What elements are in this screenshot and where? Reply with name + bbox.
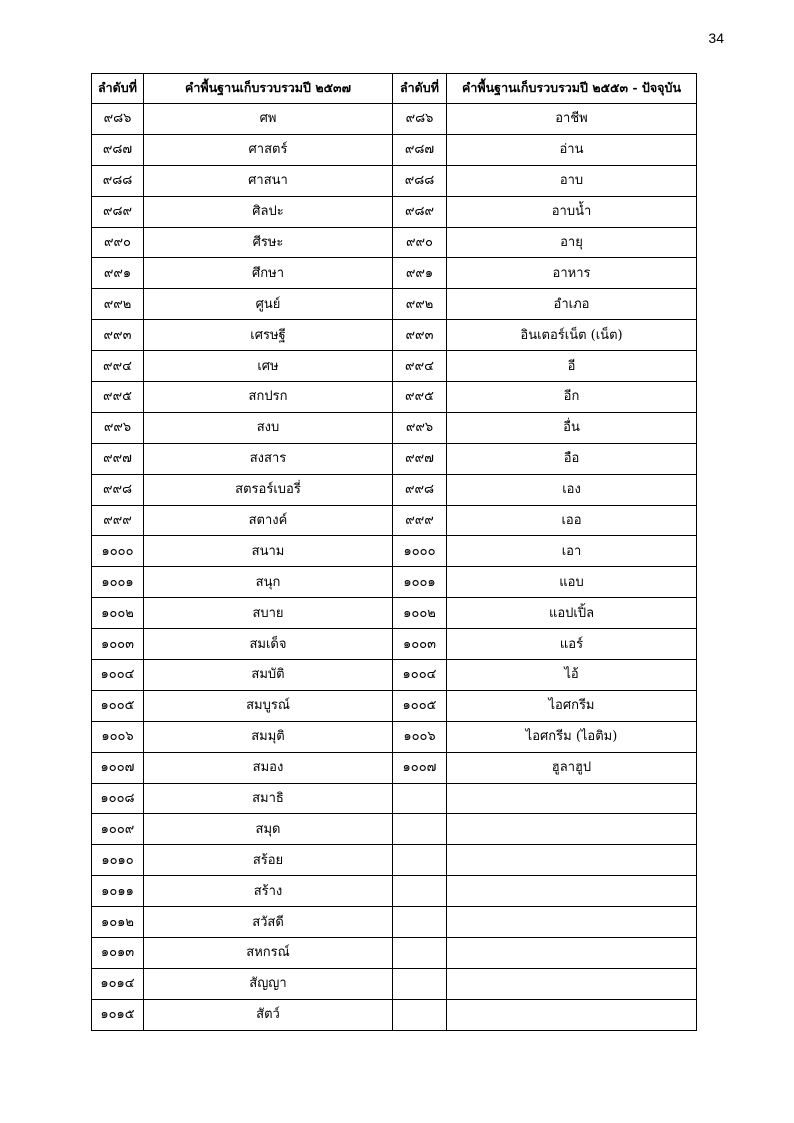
order-2010-cell: ๙๙๘ (393, 474, 447, 505)
header-order-1994: ลำดับที่ (92, 74, 144, 104)
order-2010-cell: ๙๙๑ (393, 258, 447, 289)
word-1994-cell: สบาย (144, 598, 393, 629)
word-1994-cell: สัญญา (144, 968, 393, 999)
word-1994-cell: สนุก (144, 567, 393, 598)
order-1994-cell: ๙๙๓ (92, 320, 144, 351)
word-2010-cell: เออ (447, 505, 697, 536)
order-1994-cell: ๙๘๗ (92, 134, 144, 165)
table-row (92, 690, 697, 721)
word-2010-cell: แอบ (447, 567, 697, 598)
order-1994-cell: ๑๐๐๘ (92, 783, 144, 814)
word-1994-cell: สมาธิ (144, 783, 393, 814)
word-2010-cell: อำเภอ (447, 289, 697, 320)
order-1994-cell: ๙๙๒ (92, 289, 144, 320)
word-1994-cell: ศิลปะ (144, 196, 393, 227)
order-1994-cell: ๙๙๔ (92, 351, 144, 382)
order-2010-cell: ๙๘๗ (393, 134, 447, 165)
order-1994-cell: ๑๐๐๓ (92, 629, 144, 660)
order-2010-cell: ๙๘๙ (393, 196, 447, 227)
order-1994-cell: ๑๐๑๑ (92, 876, 144, 907)
order-2010-cell: ๑๐๐๖ (393, 721, 447, 752)
table-row (92, 536, 697, 567)
table-row (92, 938, 697, 969)
word-1994-cell: ศพ (144, 104, 393, 135)
order-2010-cell (393, 845, 447, 876)
order-1994-cell: ๙๙๘ (92, 474, 144, 505)
order-2010-cell (393, 968, 447, 999)
order-1994-cell: ๑๐๐๑ (92, 567, 144, 598)
word-2010-cell (447, 845, 697, 876)
table-row (92, 876, 697, 907)
word-2010-cell: อี (447, 351, 697, 382)
word-1994-cell: สร้อย (144, 845, 393, 876)
table-row (92, 196, 697, 227)
order-2010-cell (393, 999, 447, 1030)
order-2010-cell: ๑๐๐๕ (393, 690, 447, 721)
word-1994-cell: ศาสตร์ (144, 134, 393, 165)
order-2010-cell: ๙๙๐ (393, 227, 447, 258)
word-1994-cell: สกปรก (144, 382, 393, 413)
table-row (92, 505, 697, 536)
word-2010-cell: อีก (447, 382, 697, 413)
word-2010-cell (447, 876, 697, 907)
word-1994-cell: ศึกษา (144, 258, 393, 289)
table-row (92, 598, 697, 629)
table-row (92, 443, 697, 474)
word-2010-cell: ไอศกรีม (447, 690, 697, 721)
table-body (92, 104, 697, 1031)
order-1994-cell: ๑๐๐๖ (92, 721, 144, 752)
order-1994-cell: ๙๙๗ (92, 443, 144, 474)
word-1994-cell: สมมุติ (144, 721, 393, 752)
order-1994-cell: ๑๐๐๗ (92, 752, 144, 783)
order-1994-cell: ๙๙๑ (92, 258, 144, 289)
order-2010-cell (393, 907, 447, 938)
order-2010-cell: ๑๐๐๔ (393, 660, 447, 691)
order-2010-cell (393, 783, 447, 814)
order-1994-cell: ๙๙๙ (92, 505, 144, 536)
word-2010-cell: ไอศกรีม (ไอติม) (447, 721, 697, 752)
table-row (92, 629, 697, 660)
word-2010-cell (447, 814, 697, 845)
table-row (92, 382, 697, 413)
header-words-1994: คำพื้นฐานเก็บรวบรวมปี ๒๕๓๗ (144, 74, 393, 104)
word-1994-cell: สงสาร (144, 443, 393, 474)
table-row (92, 134, 697, 165)
table-row (92, 412, 697, 443)
word-1994-cell: สงบ (144, 412, 393, 443)
order-2010-cell: ๑๐๐๑ (393, 567, 447, 598)
word-1994-cell: เศรษฐี (144, 320, 393, 351)
word-2010-cell (447, 999, 697, 1030)
order-1994-cell: ๑๐๐๐ (92, 536, 144, 567)
word-1994-cell: สตางค์ (144, 505, 393, 536)
word-2010-cell (447, 907, 697, 938)
word-2010-cell: อาหาร (447, 258, 697, 289)
table-row (92, 289, 697, 320)
word-1994-cell: สวัสดี (144, 907, 393, 938)
word-2010-cell: อ่าน (447, 134, 697, 165)
word-2010-cell: ไอ้ (447, 660, 697, 691)
order-2010-cell: ๙๙๕ (393, 382, 447, 413)
order-2010-cell: ๙๙๗ (393, 443, 447, 474)
word-2010-cell: อื่น (447, 412, 697, 443)
word-2010-cell: เอง (447, 474, 697, 505)
order-2010-cell (393, 938, 447, 969)
word-list-table (91, 73, 697, 1031)
order-1994-cell: ๙๘๙ (92, 196, 144, 227)
order-2010-cell: ๙๙๓ (393, 320, 447, 351)
word-1994-cell: สัตว์ (144, 999, 393, 1030)
table-row (92, 814, 697, 845)
order-2010-cell: ๑๐๐๗ (393, 752, 447, 783)
word-2010-cell: เอา (447, 536, 697, 567)
word-1994-cell: เศษ (144, 351, 393, 382)
word-1994-cell: ศาสนา (144, 165, 393, 196)
word-2010-cell: อาบ (447, 165, 697, 196)
table-row (92, 845, 697, 876)
word-2010-cell: แอร์ (447, 629, 697, 660)
order-1994-cell: ๑๐๑๔ (92, 968, 144, 999)
word-1994-cell: สมุด (144, 814, 393, 845)
word-1994-cell: สมอง (144, 752, 393, 783)
order-2010-cell: ๑๐๐๐ (393, 536, 447, 567)
order-1994-cell: ๑๐๑๓ (92, 938, 144, 969)
word-2010-cell: อายุ (447, 227, 697, 258)
word-2010-cell (447, 938, 697, 969)
table-row (92, 783, 697, 814)
order-2010-cell: ๑๐๐๒ (393, 598, 447, 629)
header-order-2010: ลำดับที่ (393, 74, 447, 104)
table-row (92, 320, 697, 351)
order-1994-cell: ๙๘๘ (92, 165, 144, 196)
table-row (92, 258, 697, 289)
order-2010-cell: ๙๙๖ (393, 412, 447, 443)
word-1994-cell: ศูนย์ (144, 289, 393, 320)
word-1994-cell: สร้าง (144, 876, 393, 907)
word-1994-cell: สมบัติ (144, 660, 393, 691)
order-1994-cell: ๙๙๐ (92, 227, 144, 258)
order-2010-cell: ๙๘๘ (393, 165, 447, 196)
order-2010-cell: ๙๙๒ (393, 289, 447, 320)
header-words-2010: คำพื้นฐานเก็บรวบรวมปี ๒๕๕๓ - ปัจจุบัน (447, 74, 697, 104)
order-1994-cell: ๑๐๐๒ (92, 598, 144, 629)
table-row (92, 999, 697, 1030)
order-1994-cell: ๙๘๖ (92, 104, 144, 135)
word-1994-cell: สตรอร์เบอรี่ (144, 474, 393, 505)
order-1994-cell: ๑๐๑๒ (92, 907, 144, 938)
order-1994-cell: ๑๐๑๕ (92, 999, 144, 1030)
order-1994-cell: ๑๐๐๙ (92, 814, 144, 845)
table-row (92, 567, 697, 598)
order-1994-cell: ๙๙๕ (92, 382, 144, 413)
order-2010-cell: ๙๙๔ (393, 351, 447, 382)
table-header-row (92, 74, 697, 104)
table-row (92, 660, 697, 691)
table-row (92, 351, 697, 382)
word-2010-cell: อือ (447, 443, 697, 474)
order-1994-cell: ๑๐๐๕ (92, 690, 144, 721)
order-2010-cell: ๑๐๐๓ (393, 629, 447, 660)
table-row (92, 165, 697, 196)
order-2010-cell (393, 876, 447, 907)
word-2010-cell (447, 783, 697, 814)
word-2010-cell: ฮูลาฮูป (447, 752, 697, 783)
order-2010-cell (393, 814, 447, 845)
table-row (92, 721, 697, 752)
table-row (92, 104, 697, 135)
word-1994-cell: สหกรณ์ (144, 938, 393, 969)
table-row (92, 968, 697, 999)
order-2010-cell: ๙๙๙ (393, 505, 447, 536)
order-1994-cell: ๑๐๑๐ (92, 845, 144, 876)
order-1994-cell: ๙๙๖ (92, 412, 144, 443)
word-2010-cell (447, 968, 697, 999)
word-2010-cell: อาชีพ (447, 104, 697, 135)
table-row (92, 907, 697, 938)
word-2010-cell: แอปเปิ้ล (447, 598, 697, 629)
word-1994-cell: สนาม (144, 536, 393, 567)
word-1994-cell: สมเด็จ (144, 629, 393, 660)
word-1994-cell: ศีรษะ (144, 227, 393, 258)
table-row (92, 752, 697, 783)
order-1994-cell: ๑๐๐๔ (92, 660, 144, 691)
page-number: 34 (708, 30, 724, 46)
table-row (92, 474, 697, 505)
word-1994-cell: สมบูรณ์ (144, 690, 393, 721)
word-2010-cell: อินเตอร์เน็ต (เน็ต) (447, 320, 697, 351)
order-2010-cell: ๙๘๖ (393, 104, 447, 135)
word-2010-cell: อาบน้ำ (447, 196, 697, 227)
table-row (92, 227, 697, 258)
